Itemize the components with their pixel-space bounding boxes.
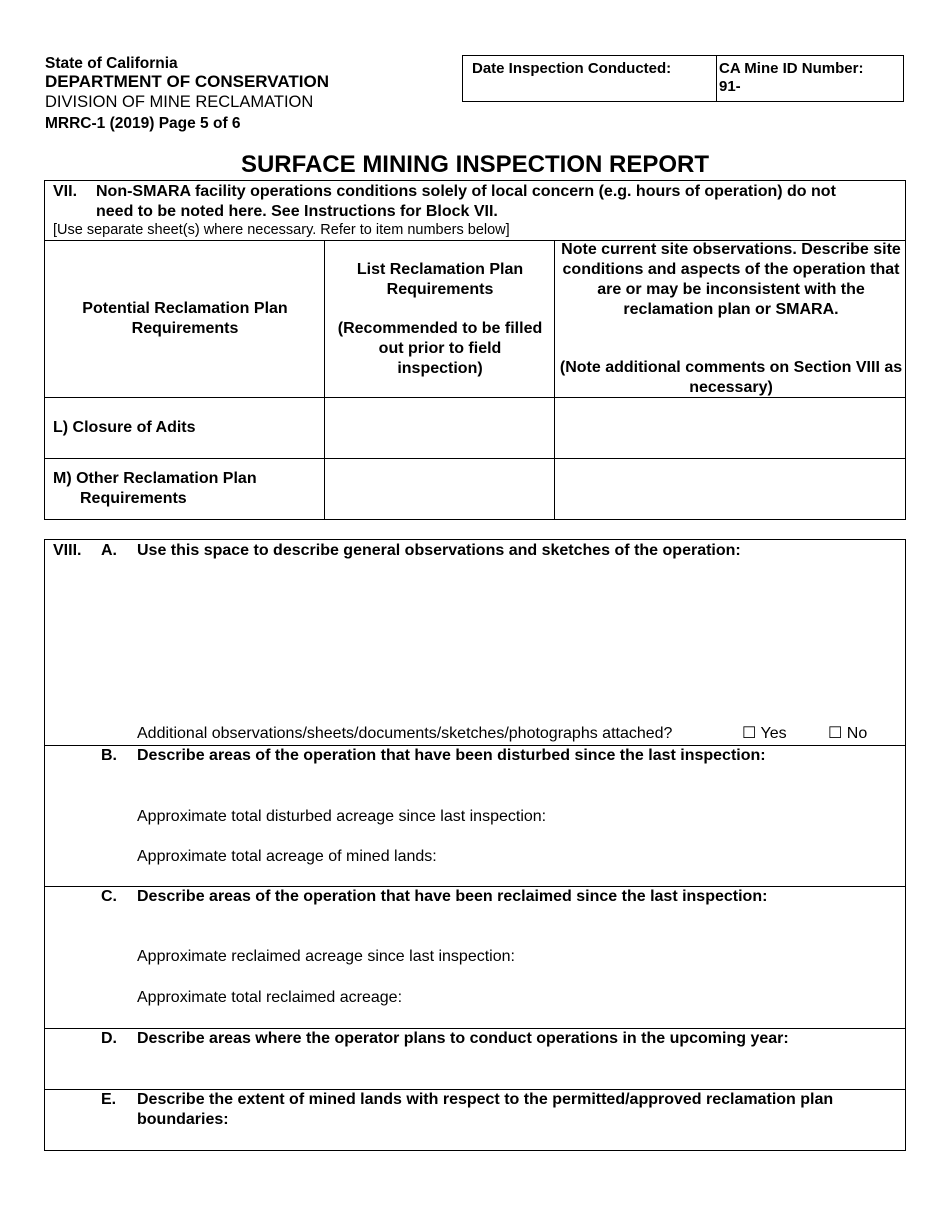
section-viii-d-heading: Describe areas where the operator plans to conduct operations in the upcoming year: [137,1030,789,1047]
section-viii-e-letter: E. [101,1091,117,1108]
closure-adits-requirements-field[interactable] [326,399,553,457]
section-viii-d-letter: D. [101,1030,117,1047]
col-site-observations-note: (Note additional comments on Section VIII as necessary) [559,359,903,396]
attachments-yes[interactable] [742,724,787,744]
mined-lands-acreage-field[interactable] [465,847,765,867]
page-title: SURFACE MINING INSPECTION REPORT [240,151,710,178]
section-viii-number: VIII. [53,542,82,559]
department-label: DEPARTMENT OF CONSERVATION [45,72,329,91]
mine-id-field[interactable] [743,77,893,97]
section-viii-e-heading-1: Describe the extent of mined lands with respect to the permitted/approved reclamation plan [137,1091,834,1108]
no-checkbox[interactable]: ☐ [828,725,843,742]
disturbed-acreage-field[interactable] [585,807,885,827]
date-inspection-label: Date Inspection Conducted: [472,60,672,77]
section-viii-b-letter: B. [101,747,117,764]
section-viii-e-heading-2: boundaries: [137,1111,229,1128]
division-label: DIVISION OF MINE RECLAMATION [45,93,314,111]
col-potential-requirements: Potential Reclamation Plan Requirements [82,300,288,337]
section-viii-b-heading: Describe areas of the operation that have been disturbed since the last inspection: [137,747,766,764]
upcoming-operations-field[interactable] [137,1051,897,1087]
col-list-requirements: List Reclamation Plan Requirements [356,261,524,298]
reclaimed-acreage-label: Approximate reclaimed acreage since last inspection: [137,948,515,965]
mine-id-label: CA Mine ID Number: [719,60,864,77]
mined-lands-acreage-label: Approximate total acreage of mined lands: [137,848,437,865]
section-vii-heading-2: need to be noted here. See Instructions for Block VII. [96,203,498,220]
other-requirements-field[interactable] [326,460,553,518]
col-list-requirements-note: (Recommended to be filled out prior to field inspection) [337,320,543,377]
section-viii-c-heading: Describe areas of the operation that have been reclaimed since the last inspection: [137,888,768,905]
total-reclaimed-label: Approximate total reclaimed acreage: [137,989,403,1006]
yes-checkbox[interactable]: ☐ [742,725,757,742]
section-vii [44,180,906,520]
no-label: No [846,725,868,742]
mine-id-prefix: 91- [719,78,741,95]
section-vii-heading-1: Non-SMARA facility operations conditions solely of local concern (e.g. hours of operation) do not [96,183,836,200]
section-viii [44,539,906,1151]
attachments-question: Additional observations/sheets/documents/sketches/photographs attached? [137,725,673,742]
row-other-requirements: M) Other Reclamation Plan [53,470,257,487]
col-site-observations: Note current site observations. Describe site conditions and aspects of the operation that are or may be inconsistent with the reclamation plan or SMARA. [561,241,901,318]
disturbed-acreage-label: Approximate total disturbed acreage since last inspection: [137,808,547,825]
mined-lands-extent-field[interactable] [245,1112,895,1146]
section-viii-a-letter: A. [101,542,117,559]
section-viii-c-letter: C. [101,888,117,905]
other-observations-field[interactable] [556,460,904,518]
general-observations-field[interactable] [137,564,897,720]
section-viii-a-heading: Use this space to describe general observations and sketches of the operation: [137,542,741,559]
form-number: MRRC-1 (2019) Page 5 of 6 [45,115,241,132]
row-closure-of-adits: L) Closure of Adits [53,419,196,436]
section-vii-number: VII. [53,183,78,200]
reclaimed-acreage-field[interactable] [555,947,855,967]
total-reclaimed-field[interactable] [435,988,735,1008]
attachments-no[interactable] [828,724,867,744]
row-other-requirements-2: Requirements [80,490,187,507]
closure-adits-observations-field[interactable] [556,399,904,457]
section-vii-note: [Use separate sheet(s) where necessary. Refer to item numbers below] [53,222,510,238]
inspection-info-box [462,55,904,102]
date-inspection-field[interactable] [472,78,708,98]
state-label: State of California [45,55,178,72]
yes-label: Yes [760,725,787,742]
